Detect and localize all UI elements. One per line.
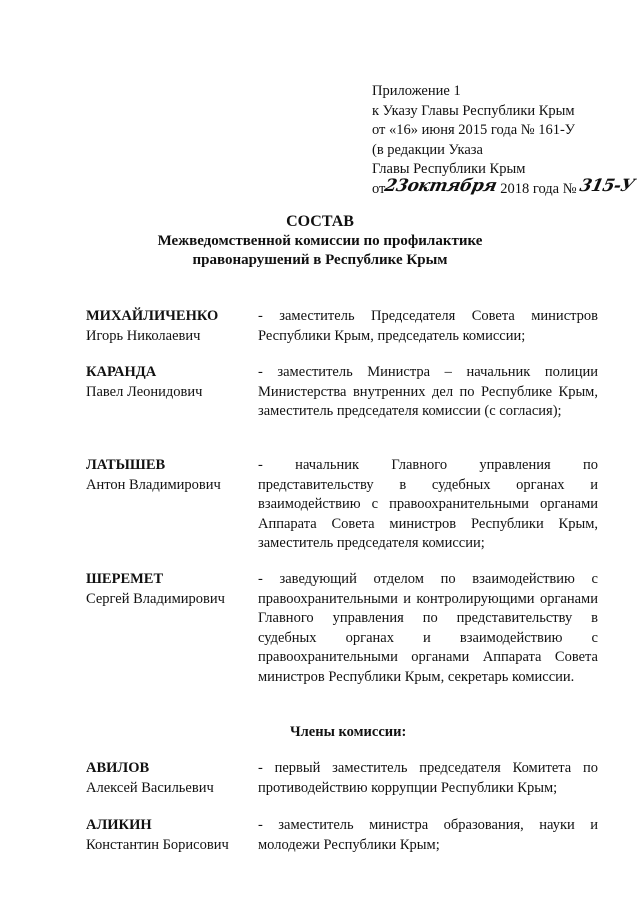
annex-line-6: [372, 175, 637, 200]
handwritten-number: 315-У: [578, 175, 637, 196]
annex-from-prefix: от: [372, 180, 386, 197]
member-given-name: Павел Леонидович: [86, 383, 203, 400]
member-given-name: Сергей Владимирович: [86, 590, 225, 607]
member-name: [86, 363, 256, 402]
member-name: [86, 456, 256, 495]
annex-year-text: 2018 года №: [500, 180, 577, 197]
member-given-name: Антон Владимирович: [86, 476, 221, 493]
member-description: - заместитель Министра – начальник полиции Министерства внутренних дел по Республике Крым, заместитель председателя комиссии (с согласия);: [258, 364, 598, 420]
annex-line-4: (в редакции Указа: [372, 141, 483, 158]
annex-header: [372, 82, 637, 200]
member-surname: АВИЛОВ: [86, 760, 150, 776]
document-heading: [0, 212, 640, 271]
member-given-name: Алексей Васильевич: [86, 779, 214, 796]
handwritten-date: 23октября: [383, 175, 499, 196]
member-description: - первый заместитель председателя Комитета по противодействию коррупции Республики Крым;: [258, 760, 598, 796]
member-surname: КАРАНДА: [86, 364, 157, 380]
annex-line-1: Приложение 1: [372, 83, 461, 99]
member-given-name: Константин Борисович: [86, 836, 229, 853]
member-description: - начальник Главного управления по представительству в судебных органах и взаимодействию с правоохранительными органами Аппарата Совета министров Республики Крым, заместитель председателя комиссии;: [258, 457, 598, 552]
member-surname: ШЕРЕМЕТ: [86, 571, 164, 587]
member-given-name: Игорь Николаевич: [86, 327, 201, 344]
annex-line-2: к Указу Главы Республики Крым: [372, 102, 575, 119]
member-description: - заместитель министра образования, науки и молодежи Республики Крым;: [258, 817, 598, 853]
annex-line-3: от «16» июня 2015 года № 161-У: [372, 122, 576, 139]
member-name: [86, 816, 256, 855]
member-name: [86, 759, 256, 798]
member-description: - заведующий отделом по взаимодействию с правоохранительными и контролирующими органами Главного управления по представительству в судебных органах и взаимодействию с правоохранительными органами Аппарата Совета министров Республики Крым, секретарь комиссии.: [258, 571, 598, 685]
member-surname: АЛИКИН: [86, 817, 152, 833]
heading-line-1: Межведомственной комиссии по профилактике: [157, 232, 483, 249]
member-name: [86, 570, 256, 609]
member-name: [86, 307, 256, 346]
heading-line-2: правонарушений в Республике Крым: [192, 252, 448, 268]
annex-line-5: Главы Республики Крым: [372, 161, 526, 178]
member-description: - заместитель Председателя Совета министров Республики Крым, председатель комиссии;: [258, 308, 598, 344]
member-surname: МИХАЙЛИЧЕНКО: [86, 308, 219, 324]
member-surname: ЛАТЫШЕВ: [86, 457, 166, 473]
heading-title: СОСТАВ: [286, 213, 354, 230]
members-heading: Члены комиссии:: [290, 724, 407, 740]
